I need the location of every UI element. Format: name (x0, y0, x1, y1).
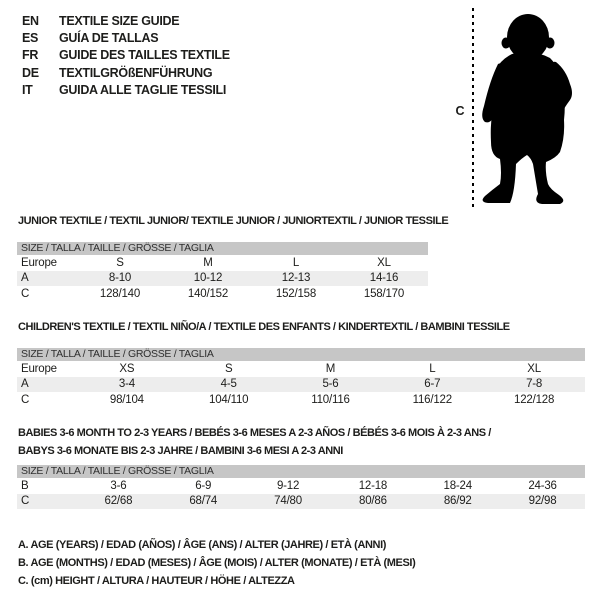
child-silhouette-icon (476, 6, 580, 210)
row-label: B (21, 479, 29, 492)
legend-line-c: C. (cm) HEIGHT / ALTURA / HAUTEUR / HÖHE / ALTEZZA (18, 575, 295, 587)
legend-line-b: B. AGE (MONTHS) / EDAD (MESES) / ÂGE (MOIS) / ALTER (MONATE) / ETÀ (MESI) (18, 557, 416, 569)
table-row (17, 255, 428, 271)
size-cell: 4-5 (220, 378, 237, 391)
row-label: A (21, 272, 29, 285)
size-cell: 5-6 (322, 378, 339, 391)
language-row (22, 30, 230, 47)
size-cell: M (325, 362, 336, 375)
size-cell: 152/158 (275, 287, 317, 300)
size-cell: 110/116 (311, 393, 350, 406)
size-cell: 80/86 (359, 495, 387, 508)
size-table-babies (17, 465, 585, 509)
size-cell: 140/152 (187, 287, 229, 300)
size-cell: 158/170 (363, 287, 405, 300)
size-cell: XS (119, 362, 135, 375)
size-cell: 8-10 (108, 272, 132, 285)
size-cell: L (429, 362, 436, 375)
row-label: C (21, 393, 30, 406)
section-title-babies-line1: BABIES 3-6 MONTH TO 2-3 YEARS / BEBÉS 3-6 MESES A 2-3 AÑOS / BÉBÉS 3-6 MOIS À 2-3 ANS / (18, 427, 491, 439)
size-cell: 92/98 (528, 495, 557, 508)
row-label: Europe (21, 256, 57, 269)
row-label: C (21, 287, 30, 300)
language-row (22, 13, 230, 30)
section-title-babies-line2: BABYS 3-6 MONATE BIS 2-3 JAHRE / BAMBINI 3-6 MESI A 2-3 ANNI (18, 445, 343, 457)
table-row (17, 494, 585, 510)
height-measure-label: C (455, 104, 465, 118)
language-title: GUIDA ALLE TAGLIE TESSILI (59, 82, 227, 97)
size-cell: 122/128 (514, 393, 555, 406)
size-table-children (17, 348, 585, 408)
language-code: ES (22, 31, 39, 46)
legend-line-a: A. AGE (YEARS) / EDAD (AÑOS) / ÂGE (ANS) / ALTER (JAHRE) / ETÀ (ANNI) (18, 539, 386, 551)
size-cell: XL (377, 256, 391, 269)
language-title: TEXTILGRÖßENFÜHRUNG (59, 65, 213, 80)
row-label: Europe (21, 362, 57, 375)
size-cell: 104/110 (209, 393, 249, 406)
language-title: TEXTILE SIZE GUIDE (59, 14, 180, 28)
size-cell: 12-18 (358, 479, 388, 492)
language-title-list (22, 13, 230, 99)
table-row (17, 286, 428, 302)
section-title-children: CHILDREN'S TEXTILE / TEXTIL NIÑO/A / TEXTILE DES ENFANTS / KINDERTEXTIL / BAMBINI TESSILE (18, 321, 510, 333)
size-cell: M (203, 256, 213, 269)
size-cell: 116/122 (412, 393, 452, 406)
size-cell: 128/140 (99, 287, 141, 300)
table-row (17, 361, 585, 377)
size-cell: 86/92 (443, 495, 472, 508)
size-cell: S (116, 256, 124, 269)
language-row (22, 82, 230, 99)
size-header-row: SIZE / TALLA / TAILLE / GRÖSSE / TAGLIA (17, 465, 585, 478)
table-row (17, 392, 585, 408)
table-row (17, 271, 428, 287)
size-cell: 3-4 (118, 378, 135, 391)
size-table-junior (17, 242, 428, 302)
language-row (22, 65, 230, 82)
size-cell: 74/80 (274, 495, 302, 508)
size-cell: 10-12 (193, 272, 223, 285)
size-header-row: SIZE / TALLA / TAILLE / GRÖSSE / TAGLIA (17, 242, 428, 255)
size-cell: XL (527, 362, 541, 375)
size-cell: 6-7 (424, 378, 441, 391)
size-cell: 62/68 (104, 495, 133, 508)
language-row (22, 47, 230, 64)
language-code: IT (22, 82, 33, 97)
height-measure-dotted-line (472, 8, 474, 211)
section-title-junior: JUNIOR TEXTILE / TEXTIL JUNIOR/ TEXTILE JUNIOR / JUNIORTEXTIL / JUNIOR TESSILE (18, 215, 449, 227)
language-code: FR (22, 48, 39, 63)
language-title: GUÍA DE TALLAS (59, 31, 159, 46)
row-label: C (21, 495, 30, 508)
size-cell: 14-16 (369, 272, 399, 285)
table-row (17, 478, 585, 494)
language-code: DE (22, 65, 39, 80)
size-cell: 12-13 (281, 272, 311, 285)
row-label: A (21, 378, 29, 391)
table-row (17, 377, 585, 393)
size-cell: 68/74 (189, 495, 218, 508)
size-cell: 7-8 (526, 378, 543, 391)
size-cell: 6-9 (195, 479, 212, 492)
size-cell: 3-6 (110, 479, 127, 492)
language-title: GUIDE DES TAILLES TEXTILE (59, 48, 230, 63)
size-cell: 9-12 (276, 479, 300, 492)
size-cell: 24-36 (528, 479, 557, 492)
size-cell: S (224, 362, 233, 375)
size-cell: L (292, 256, 300, 269)
language-code: EN (22, 14, 39, 28)
size-header-row: SIZE / TALLA / TAILLE / GRÖSSE / TAGLIA (17, 348, 585, 361)
size-cell: 98/104 (109, 393, 144, 406)
size-cell: 18-24 (443, 479, 472, 492)
